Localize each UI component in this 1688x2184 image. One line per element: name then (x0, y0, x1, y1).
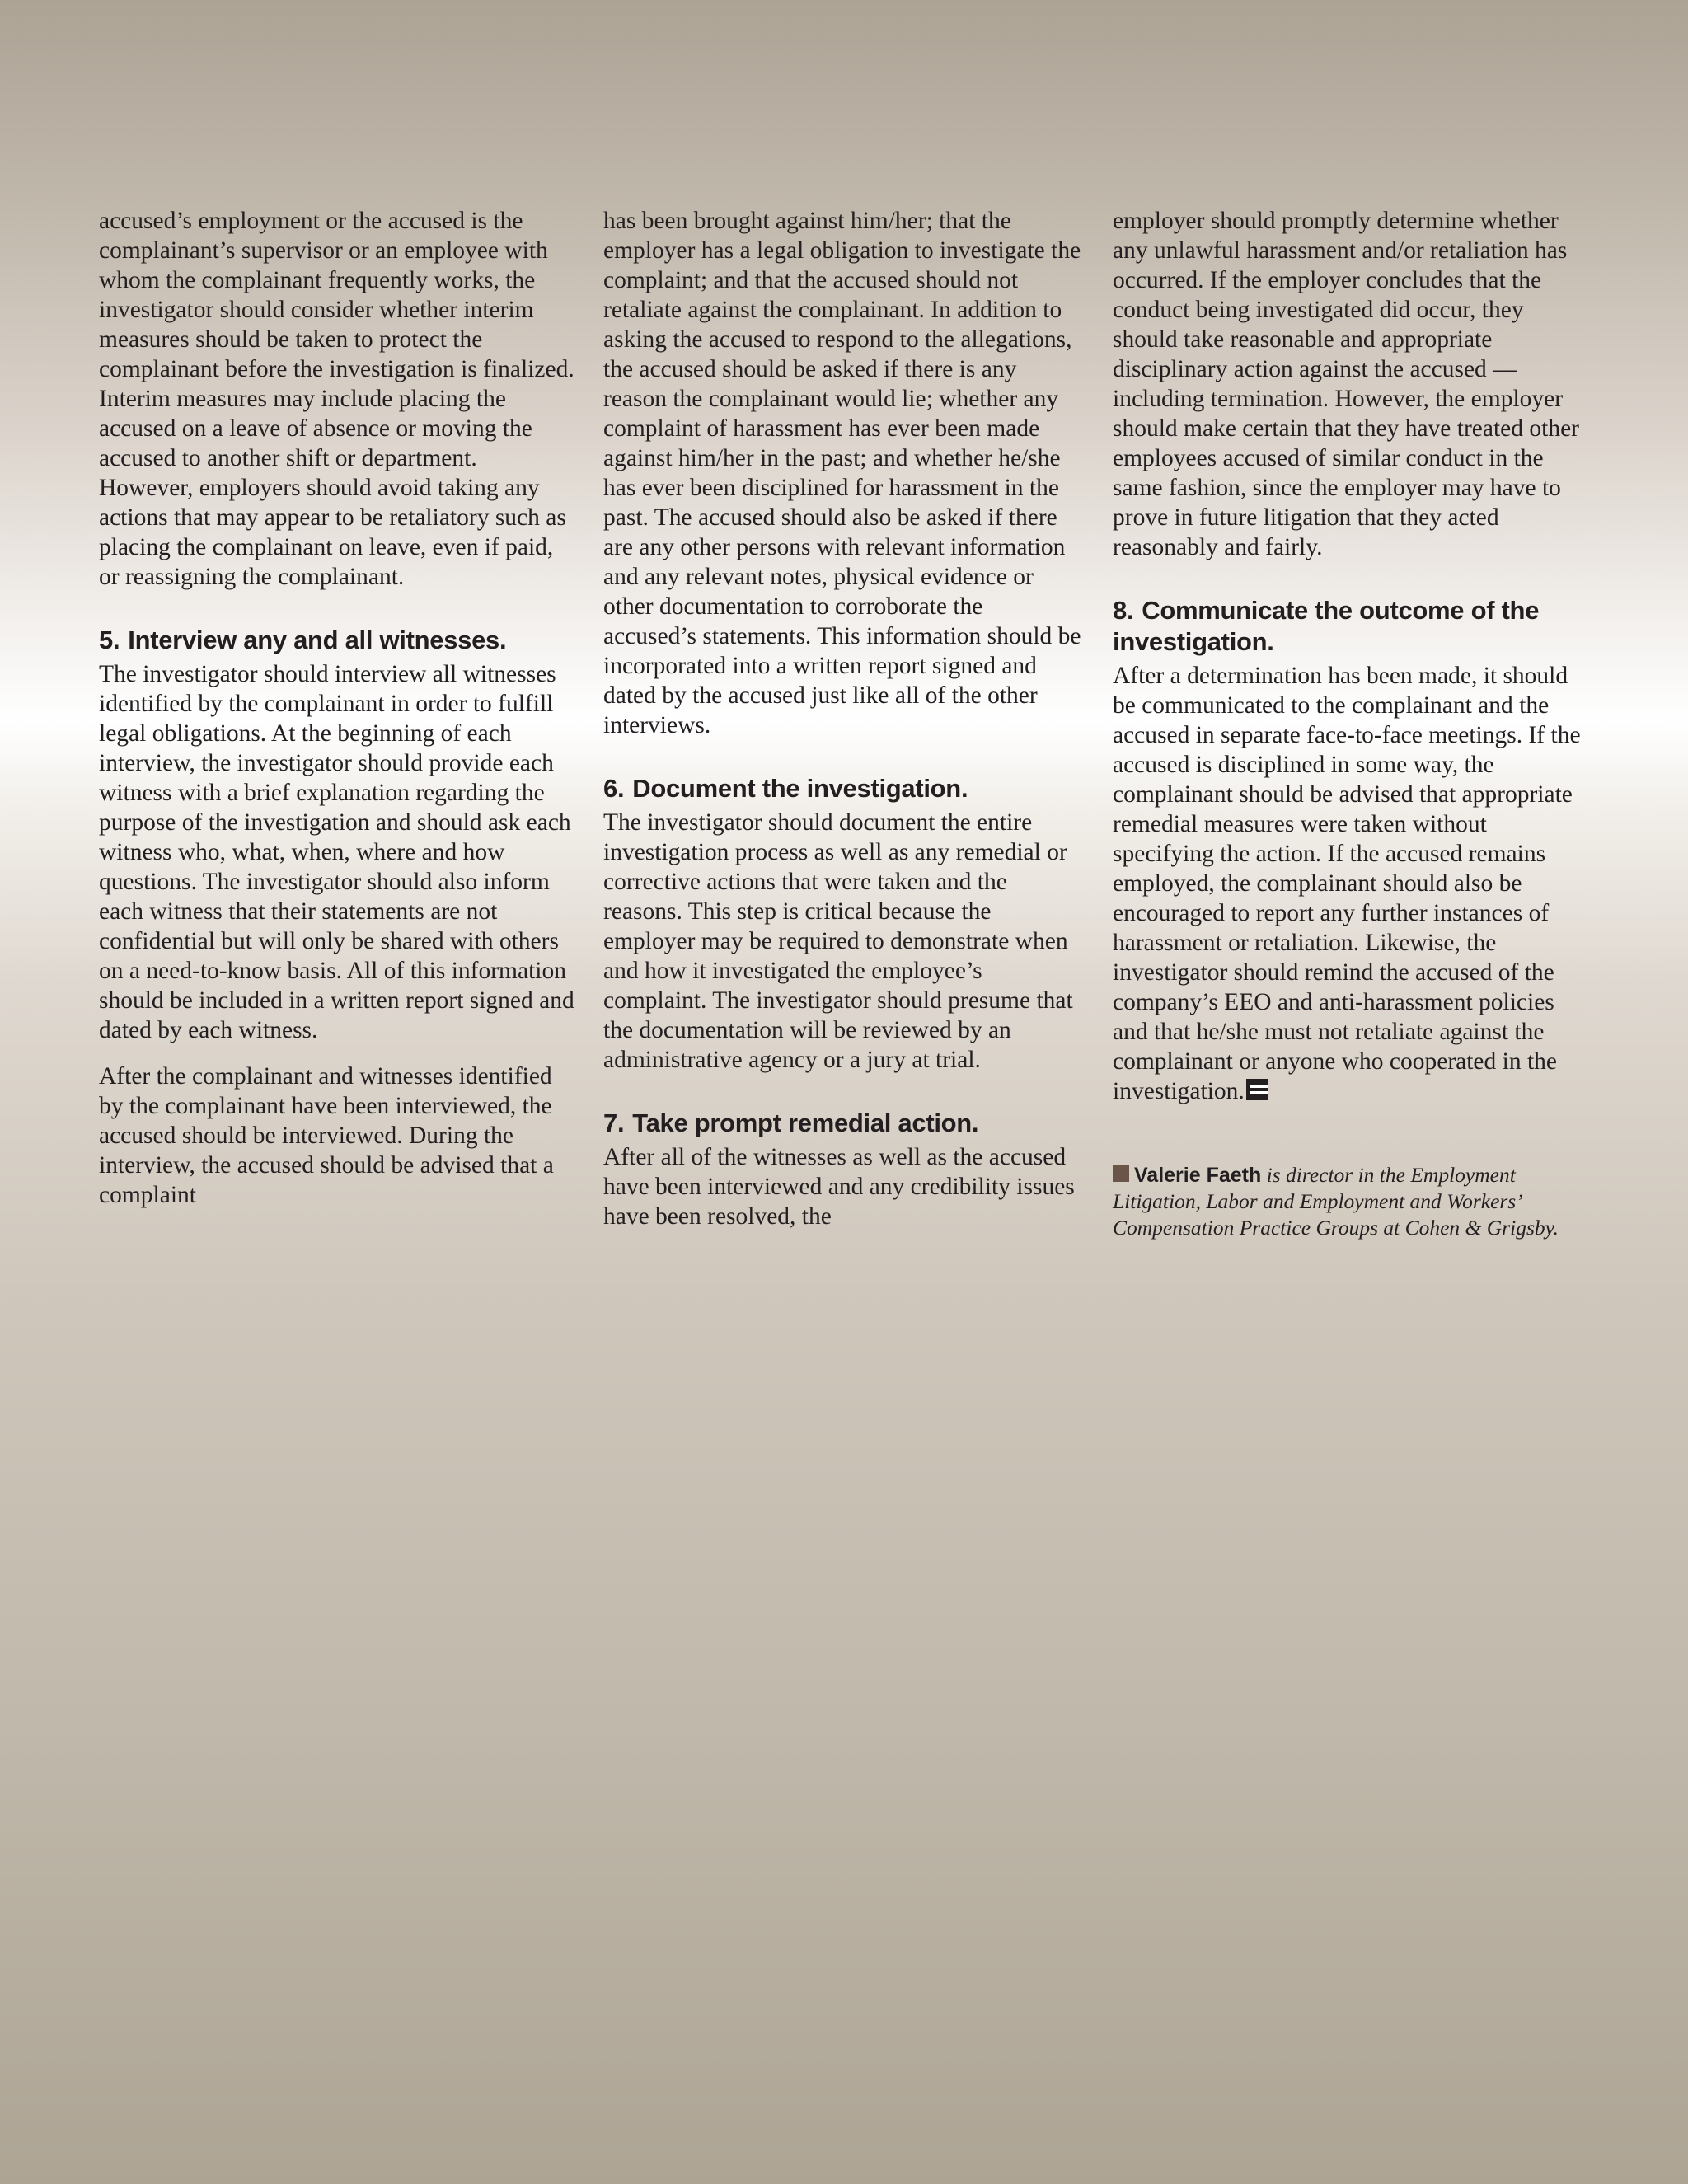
body-paragraph: employer should promptly determine whether any unlawful harassment and/or retaliation has occurred. If the employer concludes that the conduct being investigated did occur, they should take reasonable and appropriate disciplinary action against the accused — including termination. However, the employer should make certain that they have treated other employees accused of similar conduct in the same fashion, since the employer may have to prove in future litigation that they acted reasonably and fairly. (1113, 208, 1580, 560)
section-title: Communicate the outcome of the investigation. (1113, 596, 1540, 656)
article-column-1 (99, 206, 577, 1210)
section-heading-6 (603, 773, 1081, 804)
section-number: 8. (1113, 596, 1134, 625)
section-number: 5. (99, 626, 120, 654)
body-paragraph: The investigator should document the entire investigation process as well as any remedial or corrective actions that were taken and the reasons. This step is critical because the employer may be required to demonstrate when and how it investigated the employee’s complaint. The investigator should presume that the documentation will be reviewed by an administrative agency or a jury at trial. (603, 809, 1073, 1073)
author-name: Valerie Faeth (1134, 1164, 1262, 1187)
body-paragraph: accused’s employment or the accused is the complainant’s supervisor or an employee with whom the complainant frequently works, the investigator should consider whether interim measures should be taken to protect the complainant before the investigation is finalized. Interim measures may include placing the accused on a leave of absence or moving the accused to another shift or department. However, employers should avoid taking any actions that may appear to be retaliatory such as placing the complainant on leave, even if paid, or reassigning the complainant. (99, 208, 574, 590)
body-paragraph: has been brought against him/her; that the employer has a legal obligation to investigate the complaint; and that the accused should not retaliate against the complainant. In addition to asking the accused to respond to the allegations, the accused should be asked if there is any reason the complainant would lie; whether any complaint of harassment has ever been made against him/her in the past; and whether he/she has ever been disciplined for harassment in the past. The accused should also be asked if there are any other persons with relevant information and any relevant notes, physical evidence or other documentation to corroborate the accused’s statements. This information should be incorporated into a written report signed and dated by the accused just like all of the other interviews. (603, 208, 1081, 738)
section-heading-8 (1113, 595, 1591, 658)
section-title: Document the investigation. (632, 774, 968, 803)
section-title: Take prompt remedial action. (632, 1108, 979, 1137)
body-text: After a determination has been made, it should be communicated to the complainant and the accused in separate face-to-face meetings. If the accused is disciplined in some way, the complainant should be advised that appropriate remedial measures were taken without specifying the action. If the accused remains employed, the complainant should also be encouraged to report any further instances of harassment or retaliation. Likewise, the investigator should remind the accused of the company’s EEO and anti-harassment policies and that he/she must not retaliate against the complainant or anyone who cooperated in the investigation. (1113, 663, 1581, 1104)
body-paragraph: After the complainant and witnesses identified by the complainant have been interviewed, the accused should be interviewed. During the interview, the accused should be advised that a complaint (99, 1063, 554, 1208)
section-number: 7. (603, 1108, 625, 1137)
body-paragraph (1113, 661, 1591, 1106)
section-heading-5 (99, 625, 577, 656)
author-description: is director in the Employment Litigation, Labor and Employment and Workers’ Compensation Practice Groups at Cohen & Grigsby. (1113, 1163, 1559, 1240)
section-title: Interview any and all witnesses. (128, 626, 507, 654)
article-column-2 (603, 206, 1081, 1231)
body-paragraph: After all of the witnesses as well as the accused have been interviewed and any credibility issues have been resolved, the (603, 1144, 1075, 1230)
bullet-square-icon (1113, 1165, 1129, 1182)
body-paragraph: The investigator should interview all witnesses identified by the complainant in order to fulfill legal obligations. At the beginning of each interview, the investigator should provide each witness with a brief explanation regarding the purpose of the investigation and should ask each witness who, what, when, where and how questions. The investigator should also inform each witness that their statements are not confidential but will only be shared with others on a need-to-know basis. All of this information should be included in a written report signed and dated by each witness. (99, 661, 574, 1043)
author-bio (1113, 1162, 1591, 1241)
section-heading-7 (603, 1108, 1081, 1139)
section-number: 6. (603, 774, 625, 803)
article-column-3 (1113, 206, 1591, 1241)
end-of-article-icon (1246, 1079, 1268, 1100)
